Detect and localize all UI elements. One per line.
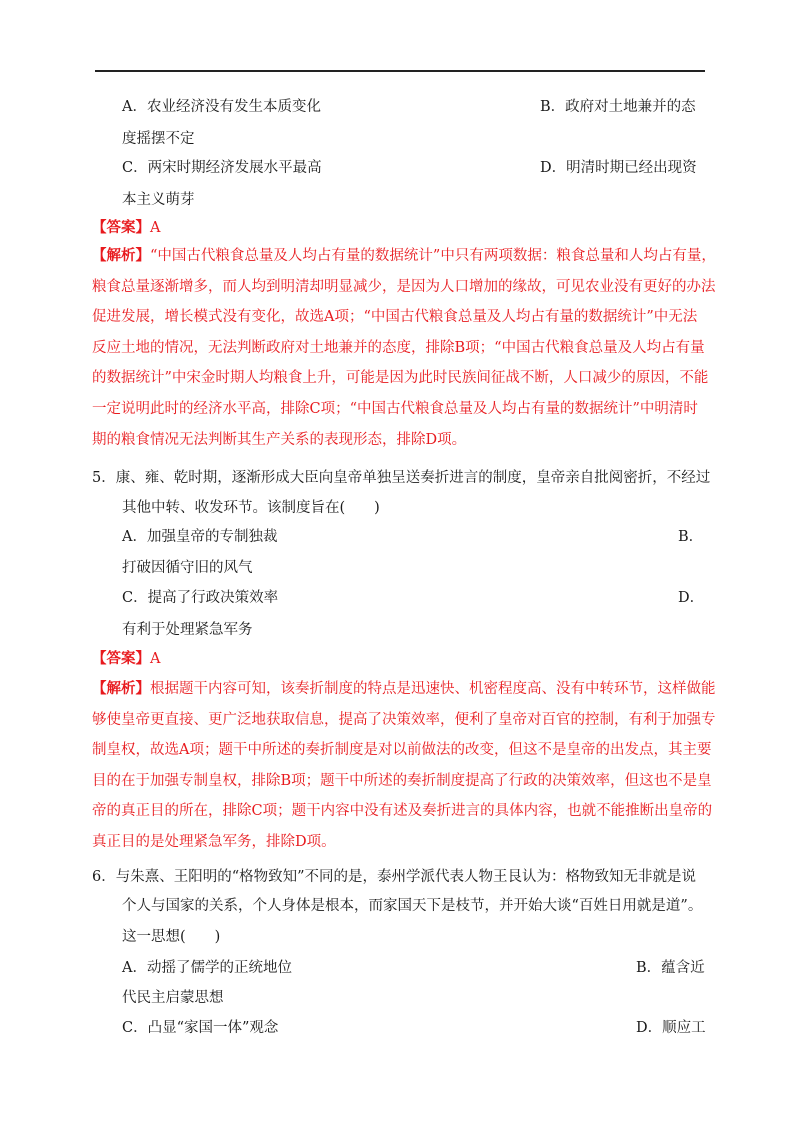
q5-option-a: A．加强皇帝的专制独裁 bbox=[122, 529, 278, 545]
q4-option-d-continued: 本主义萌芽 bbox=[122, 192, 195, 208]
q6-stem-line-3: 这一思想( ) bbox=[122, 929, 221, 945]
q5-analysis-line: 根据题干内容可知，该奏折制度的特点是迅速快、机密程度高、没有中转环节，这样做能 bbox=[150, 681, 716, 697]
q6-option-b-continued: 代民主启蒙思想 bbox=[122, 990, 224, 1006]
q6-stem-line-2: 个人与国家的关系，个人身体是根本，而家国天下是枝节，并开始大谈“百姓日用就是道”。 bbox=[122, 898, 703, 914]
q5-option-c: C．提高了行政决策效率 bbox=[122, 590, 279, 606]
q4-analysis-line: 促进发展，增长模式没有变化，故选A项；“中国古代粮食总量及人均占有量的数据统计”中无法 bbox=[92, 309, 698, 326]
q5-analysis-line: 够使皇帝更直接、更广泛地获取信息，提高了决策效率，便利了皇帝对百官的控制，有利于加强专 bbox=[92, 711, 716, 728]
q4-analysis bbox=[92, 241, 716, 455]
q4-analysis-line: 的数据统计”中宋金时期人均粮食上升，可能是因为此时民族间征战不断，人口减少的原因，不能 bbox=[92, 370, 709, 387]
q5-analysis-line: 真正目的是处理紧急军务，排除D项。 bbox=[92, 833, 336, 850]
q5-option-d-continued: 有利于处理紧急军务 bbox=[122, 622, 253, 638]
q4-answer-label: 【答案】 bbox=[92, 219, 150, 236]
q4-analysis-line: 粮食总量逐渐增多，而人均到明清却明显减少，是因为人口增加的缘故，可见农业没有更好的办法 bbox=[92, 278, 716, 295]
q4-option-d: D．明清时期已经出现资 bbox=[540, 160, 697, 176]
q5-analysis-line: 制皇权，故选A项；题干中所述的奏折制度是对以前做法的改变，但这不是皇帝的出发点，其主要 bbox=[92, 742, 712, 759]
q4-option-a: A．农业经济没有发生本质变化 bbox=[122, 99, 321, 115]
q6-stem-line-1: 6．与朱熹、王阳明的“格物致知”不同的是，泰州学派代表人物王艮认为：格物致知无非就是说 bbox=[92, 869, 697, 885]
q5-analysis-line: 目的在于加强专制皇权，排除B项；题干中所述的奏折制度提高了行政的决策效率，但这也不是皇 bbox=[92, 772, 712, 789]
q6-option-a: A．动摇了儒学的正统地位 bbox=[122, 960, 292, 976]
q4-analysis-line: 期的粮食情况无法判断其生产关系的表现形态，排除D项。 bbox=[92, 431, 467, 448]
q5-answer bbox=[92, 649, 160, 669]
q4-analysis-line: 一定说明此时的经济水平高，排除C项；“中国古代粮食总量及人均占有量的数据统计”中明清时 bbox=[92, 400, 698, 417]
q5-stem-line-2: 其他中转、收发环节。该制度旨在( ) bbox=[122, 500, 380, 516]
q4-answer bbox=[92, 218, 160, 238]
q5-answer-label: 【答案】 bbox=[92, 650, 150, 667]
q4-option-b-continued: 度摇摆不定 bbox=[122, 131, 195, 147]
q4-option-c: C．两宋时期经济发展水平最高 bbox=[122, 160, 322, 176]
q5-stem-line-1: 5．康、雍、乾时期，逐渐形成大臣向皇帝单独呈送奏折进言的制度，皇帝亲自批阅密折，不经过 bbox=[92, 470, 711, 486]
q6-option-c: C．凸显“家国一体”观念 bbox=[122, 1020, 279, 1036]
q5-analysis-line: 帝的真正目的所在，排除C项；题干内容中没有述及奏折进言的具体内容，也就不能推断出皇帝的 bbox=[92, 803, 713, 820]
q4-option-b: B．政府对土地兼并的态 bbox=[540, 99, 696, 115]
q5-analysis-label: 【解析】 bbox=[92, 680, 150, 697]
q5-option-b-continued: 打破因循守旧的风气 bbox=[122, 560, 253, 576]
q5-option-b: B． bbox=[678, 529, 704, 545]
q5-analysis bbox=[92, 674, 716, 858]
q4-analysis-line: “中国古代粮食总量及人均占有量的数据统计”中只有两项数据：粮食总量和人均占有量， bbox=[150, 248, 716, 264]
q4-answer-value: A bbox=[150, 220, 161, 236]
header-rule bbox=[95, 70, 705, 72]
q4-analysis-line: 反应土地的情况，无法判断政府对土地兼并的态度，排除B项；“中国古代粮食总量及人均占有量 bbox=[92, 339, 705, 356]
q6-option-b: B．蕴含近 bbox=[636, 960, 705, 976]
q6-option-d: D．顺应工 bbox=[636, 1020, 706, 1036]
q5-option-d: D． bbox=[678, 590, 705, 606]
q4-analysis-label: 【解析】 bbox=[92, 247, 150, 264]
q5-answer-value: A bbox=[150, 651, 161, 667]
